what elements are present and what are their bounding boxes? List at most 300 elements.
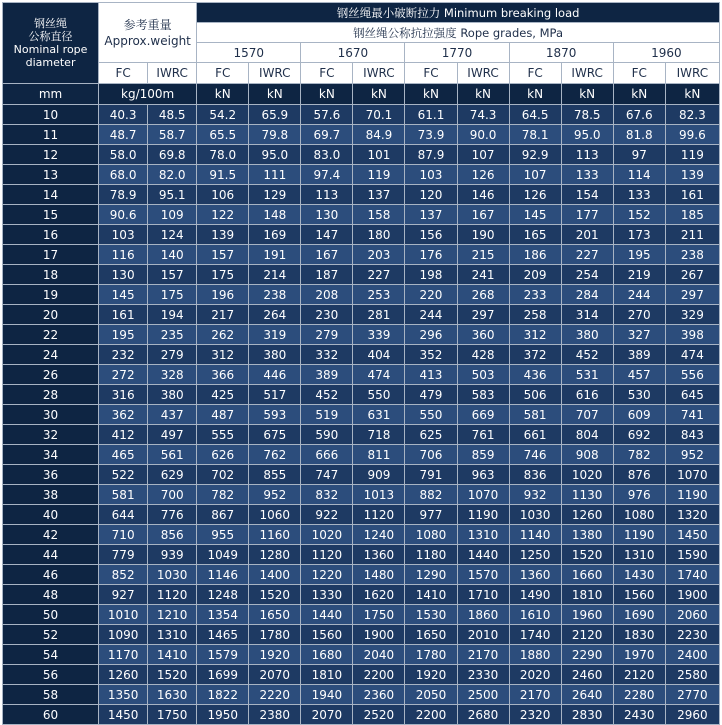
- breaking-load-cell: 1290: [405, 565, 457, 585]
- breaking-load-cell: 1570: [457, 565, 509, 585]
- weight-cell: 194: [148, 305, 197, 325]
- breaking-load-cell: 782: [197, 485, 249, 505]
- table-row: [3, 285, 720, 305]
- breaking-load-cell: 398: [665, 325, 719, 345]
- breaking-load-cell: 531: [561, 365, 613, 385]
- breaking-load-cell: 2060: [665, 605, 719, 625]
- breaking-load-cell: 2050: [405, 685, 457, 705]
- breaking-load-cell: 314: [561, 305, 613, 325]
- weight-cell: 1260: [99, 665, 148, 685]
- breaking-load-cell: 67.6: [613, 105, 665, 125]
- breaking-load-cell: 1780: [249, 625, 301, 645]
- diameter-cell: 18: [3, 265, 99, 285]
- breaking-load-cell: 165: [509, 225, 561, 245]
- breaking-load-cell: 1610: [509, 605, 561, 625]
- breaking-load-cell: 177: [561, 205, 613, 225]
- weight-cell: 581: [99, 485, 148, 505]
- breaking-load-cell: 152: [613, 205, 665, 225]
- breaking-load-cell: 2070: [249, 665, 301, 685]
- breaking-load-cell: 90.0: [457, 125, 509, 145]
- breaking-load-cell: 1354: [197, 605, 249, 625]
- breaking-load-cell: 1060: [249, 505, 301, 525]
- weight-cell: 124: [148, 225, 197, 245]
- diameter-cell: 60: [3, 705, 99, 725]
- breaking-load-cell: 380: [561, 325, 613, 345]
- breaking-load-cell: 284: [561, 285, 613, 305]
- breaking-load-cell: 867: [197, 505, 249, 525]
- breaking-load-cell: 1822: [197, 685, 249, 705]
- weight-label-cn: 参考重量: [123, 17, 172, 32]
- breaking-load-cell: 761: [457, 425, 509, 445]
- diameter-cell: 11: [3, 125, 99, 145]
- breaking-load-cell: 1120: [353, 505, 405, 525]
- diameter-cell: 52: [3, 625, 99, 645]
- breaking-load-cell: 952: [249, 485, 301, 505]
- breaking-load-cell: 129: [249, 185, 301, 205]
- weight-cell: 175: [148, 285, 197, 305]
- breaking-load-cell: 84.9: [353, 125, 405, 145]
- breaking-load-cell: 244: [405, 305, 457, 325]
- breaking-load-cell: 2430: [613, 705, 665, 725]
- breaking-load-cell: 1070: [665, 465, 719, 485]
- breaking-load-cell: 97: [613, 145, 665, 165]
- breaking-load-cell: 1260: [561, 505, 613, 525]
- grade-header: 1770: [405, 43, 509, 63]
- breaking-load-cell: 517: [249, 385, 301, 405]
- breaking-load-cell: 1810: [561, 585, 613, 605]
- breaking-load-cell: 258: [509, 305, 561, 325]
- weight-cell: 465: [99, 445, 148, 465]
- breaking-load-cell: 503: [457, 365, 509, 385]
- breaking-load-cell: 955: [197, 525, 249, 545]
- weight-cell: 1120: [148, 585, 197, 605]
- breaking-load-cell: 2400: [665, 645, 719, 665]
- breaking-load-cell: 1880: [509, 645, 561, 665]
- breaking-load-cell: 87.9: [405, 145, 457, 165]
- breaking-load-cell: 1740: [665, 565, 719, 585]
- breaking-load-cell: 1490: [509, 585, 561, 605]
- core-type-header: IWRC: [249, 63, 301, 84]
- breaking-load-cell: 2070: [301, 705, 353, 725]
- core-type-header: FC: [405, 63, 457, 84]
- table-row: [3, 185, 720, 205]
- breaking-load-cell: 555: [197, 425, 249, 445]
- breaking-load-cell: 61.1: [405, 105, 457, 125]
- breaking-load-cell: 389: [613, 345, 665, 365]
- breaking-load-cell: 675: [249, 425, 301, 445]
- breaking-load-cell: 238: [249, 285, 301, 305]
- breaking-load-cell: 161: [665, 185, 719, 205]
- breaking-load-cell: 1810: [301, 665, 353, 685]
- grade-header: 1960: [613, 43, 719, 63]
- breaking-load-cell: 126: [457, 165, 509, 185]
- weight-cell: 710: [99, 525, 148, 545]
- breaking-load-cell: 327: [613, 325, 665, 345]
- table-row: [3, 645, 720, 665]
- weight-cell: 779: [99, 545, 148, 565]
- breaking-load-cell: 1330: [301, 585, 353, 605]
- diameter-cell: 58: [3, 685, 99, 705]
- weight-cell: 1170: [99, 645, 148, 665]
- breaking-load-cell: 1620: [353, 585, 405, 605]
- diameter-label-line: Nominal rope: [13, 43, 88, 56]
- core-type-header: IWRC: [457, 63, 509, 84]
- breaking-load-cell: 1740: [509, 625, 561, 645]
- breaking-load-cell: 352: [405, 345, 457, 365]
- breaking-load-cell: 372: [509, 345, 561, 365]
- breaking-load-cell: 1080: [613, 505, 665, 525]
- breaking-load-cell: 253: [353, 285, 405, 305]
- weight-cell: 78.9: [99, 185, 148, 205]
- breaking-load-cell: 1410: [405, 585, 457, 605]
- breaking-load-cell: 180: [353, 225, 405, 245]
- diameter-cell: 28: [3, 385, 99, 405]
- breaking-load-cell: 137: [405, 205, 457, 225]
- breaking-load-cell: 95.0: [561, 125, 613, 145]
- table-row: [3, 385, 720, 405]
- breaking-load-cell: 2770: [665, 685, 719, 705]
- breaking-load-cell: 1900: [665, 585, 719, 605]
- breaking-load-cell: 1380: [561, 525, 613, 545]
- core-type-header: IWRC: [148, 63, 197, 84]
- breaking-load-cell: 146: [457, 185, 509, 205]
- table-row: [3, 345, 720, 365]
- weight-cell: 1520: [148, 665, 197, 685]
- breaking-load-cell: 2230: [665, 625, 719, 645]
- breaking-load-cell: 339: [353, 325, 405, 345]
- breaking-load-cell: 54.2: [197, 105, 249, 125]
- breaking-load-cell: 167: [301, 245, 353, 265]
- breaking-load-cell: 1780: [405, 645, 457, 665]
- breaking-load-cell: 1860: [457, 605, 509, 625]
- breaking-load-cell: 976: [613, 485, 665, 505]
- breaking-load-cell: 1590: [665, 545, 719, 565]
- breaking-load-cell: 139: [665, 165, 719, 185]
- weight-cell: 1090: [99, 625, 148, 645]
- weight-label-en: Approx.weight: [104, 33, 191, 48]
- breaking-load-cell: 487: [197, 405, 249, 425]
- breaking-load-cell: 1180: [405, 545, 457, 565]
- breaking-load-cell: 782: [613, 445, 665, 465]
- unit-cell: kN: [197, 84, 249, 105]
- unit-cell: kN: [457, 84, 509, 105]
- breaking-load-cell: 882: [405, 485, 457, 505]
- diameter-cell: 12: [3, 145, 99, 165]
- breaking-load-cell: 707: [561, 405, 613, 425]
- table-row: [3, 205, 720, 225]
- breaking-load-cell: 2200: [353, 665, 405, 685]
- breaking-load-cell: 1280: [249, 545, 301, 565]
- breaking-load-cell: 2170: [509, 685, 561, 705]
- breaking-load-cell: 267: [665, 265, 719, 285]
- breaking-load-cell: 230: [301, 305, 353, 325]
- breaking-load-cell: 1579: [197, 645, 249, 665]
- breaking-load-cell: 922: [301, 505, 353, 525]
- grade-header: 1670: [301, 43, 405, 63]
- breaking-load-cell: 2360: [353, 685, 405, 705]
- breaking-load-cell: 185: [665, 205, 719, 225]
- breaking-load-cell: 158: [353, 205, 405, 225]
- breaking-load-cell: 2380: [249, 705, 301, 725]
- breaking-load-cell: 198: [405, 265, 457, 285]
- weight-cell: 157: [148, 265, 197, 285]
- breaking-load-cell: 474: [665, 345, 719, 365]
- unit-cell: kN: [301, 84, 353, 105]
- weight-cell: 1750: [148, 705, 197, 725]
- weight-cell: 1210: [148, 605, 197, 625]
- breaking-load-cell: 297: [665, 285, 719, 305]
- breaking-load-cell: 120: [405, 185, 457, 205]
- breaking-load-cell: 1650: [249, 605, 301, 625]
- breaking-load-cell: 130: [301, 205, 353, 225]
- breaking-load-cell: 1440: [301, 605, 353, 625]
- weight-cell: 644: [99, 505, 148, 525]
- weight-cell: 927: [99, 585, 148, 605]
- breaking-load-cell: 196: [197, 285, 249, 305]
- table-row: [3, 585, 720, 605]
- breaking-load-cell: 113: [561, 145, 613, 165]
- diameter-cell: 42: [3, 525, 99, 545]
- breaking-load-cell: 1049: [197, 545, 249, 565]
- breaking-load-cell: 425: [197, 385, 249, 405]
- breaking-load-cell: 215: [457, 245, 509, 265]
- breaking-load-cell: 625: [405, 425, 457, 445]
- breaking-load-cell: 380: [249, 345, 301, 365]
- unit-cell: kg/100m: [99, 84, 197, 105]
- diameter-cell: 19: [3, 285, 99, 305]
- breaking-load-cell: 2290: [561, 645, 613, 665]
- breaking-load-cell: 156: [405, 225, 457, 245]
- breaking-load-cell: 908: [561, 445, 613, 465]
- breaking-load-cell: 329: [665, 305, 719, 325]
- breaking-load-cell: 2200: [405, 705, 457, 725]
- table-row: [3, 625, 720, 645]
- breaking-load-cell: 977: [405, 505, 457, 525]
- breaking-load-cell: 70.1: [353, 105, 405, 125]
- breaking-load-cell: 73.9: [405, 125, 457, 145]
- weight-cell: 58.0: [99, 145, 148, 165]
- weight-cell: 109: [148, 205, 197, 225]
- breaking-load-cell: 593: [249, 405, 301, 425]
- weight-cell: 939: [148, 545, 197, 565]
- breaking-load-cell: 281: [353, 305, 405, 325]
- breaking-load-cell: 147: [301, 225, 353, 245]
- breaking-load-cell: 78.1: [509, 125, 561, 145]
- breaking-load-cell: 64.5: [509, 105, 561, 125]
- breaking-load-cell: 1160: [249, 525, 301, 545]
- breaking-load-cell: 843: [665, 425, 719, 445]
- breaking-load-cell: 1120: [301, 545, 353, 565]
- grade-header: 1870: [509, 43, 613, 63]
- diameter-cell: 44: [3, 545, 99, 565]
- table-row: [3, 145, 720, 165]
- breaking-load-cell: 832: [301, 485, 353, 505]
- breaking-load-cell: 65.9: [249, 105, 301, 125]
- breaking-load-cell: 173: [613, 225, 665, 245]
- breaking-load-cell: 1190: [613, 525, 665, 545]
- weight-cell: 629: [148, 465, 197, 485]
- weight-cell: 437: [148, 405, 197, 425]
- diameter-cell: 34: [3, 445, 99, 465]
- breaking-load-cell: 452: [561, 345, 613, 365]
- breaking-load-cell: 932: [509, 485, 561, 505]
- breaking-load-cell: 519: [301, 405, 353, 425]
- breaking-load-cell: 169: [249, 225, 301, 245]
- breaking-load-cell: 550: [353, 385, 405, 405]
- breaking-load-cell: 556: [665, 365, 719, 385]
- breaking-load-cell: 366: [197, 365, 249, 385]
- breaking-load-cell: 1560: [613, 585, 665, 605]
- breaking-load-cell: 1030: [509, 505, 561, 525]
- breaking-load-cell: 1070: [457, 485, 509, 505]
- weight-cell: 68.0: [99, 165, 148, 185]
- weight-cell: 362: [99, 405, 148, 425]
- breaking-load-cell: 952: [665, 445, 719, 465]
- breaking-load-cell: 1920: [405, 665, 457, 685]
- breaking-load-cell: 97.4: [301, 165, 353, 185]
- diameter-cell: 36: [3, 465, 99, 485]
- table-row: [3, 105, 720, 125]
- breaking-load-cell: 616: [561, 385, 613, 405]
- breaking-load-cell: 2500: [457, 685, 509, 705]
- breaking-load-cell: 332: [301, 345, 353, 365]
- breaking-load-cell: 114: [613, 165, 665, 185]
- breaking-load-cell: 175: [197, 265, 249, 285]
- breaking-load-cell: 241: [457, 265, 509, 285]
- weight-cell: 522: [99, 465, 148, 485]
- diameter-cell: 24: [3, 345, 99, 365]
- weight-cell: 856: [148, 525, 197, 545]
- breaking-load-cell: 479: [405, 385, 457, 405]
- unit-cell: kN: [249, 84, 301, 105]
- breaking-load-cell: 1650: [405, 625, 457, 645]
- table-row: [3, 165, 720, 185]
- breaking-load-cell: 279: [301, 325, 353, 345]
- breaking-load-cell: 669: [457, 405, 509, 425]
- breaking-load-cell: 122: [197, 205, 249, 225]
- breaking-load-cell: 1013: [353, 485, 405, 505]
- diameter-cell: 54: [3, 645, 99, 665]
- breaking-load-cell: 2960: [665, 705, 719, 725]
- breaking-load-cell: 413: [405, 365, 457, 385]
- breaking-load-cell: 661: [509, 425, 561, 445]
- diameter-cell: 56: [3, 665, 99, 685]
- breaking-load-cell: 2520: [353, 705, 405, 725]
- breaking-load-cell: 1560: [301, 625, 353, 645]
- table-row: [3, 565, 720, 585]
- breaking-load-cell: 107: [457, 145, 509, 165]
- weight-cell: 852: [99, 565, 148, 585]
- breaking-load-cell: 1680: [301, 645, 353, 665]
- breaking-load-cell: 107: [509, 165, 561, 185]
- breaking-load-cell: 702: [197, 465, 249, 485]
- breaking-load-cell: 154: [561, 185, 613, 205]
- table-row: [3, 525, 720, 545]
- table-row: [3, 425, 720, 445]
- diameter-cell: 13: [3, 165, 99, 185]
- weight-cell: 161: [99, 305, 148, 325]
- breaking-load-cell: 1240: [353, 525, 405, 545]
- breaking-load-cell: 1190: [457, 505, 509, 525]
- breaking-load-cell: 1360: [353, 545, 405, 565]
- breaking-load-cell: 126: [509, 185, 561, 205]
- breaking-load-cell: 1020: [561, 465, 613, 485]
- weight-cell: 1450: [99, 705, 148, 725]
- breaking-load-cell: 254: [561, 265, 613, 285]
- breaking-load-cell: 103: [405, 165, 457, 185]
- breaking-load-cell: 83.0: [301, 145, 353, 165]
- weight-cell: 82.0: [148, 165, 197, 185]
- breaking-load-cell: 1400: [249, 565, 301, 585]
- unit-cell: kN: [353, 84, 405, 105]
- breaking-load-cell: 79.8: [249, 125, 301, 145]
- breaking-load-cell: 101: [353, 145, 405, 165]
- weight-cell: 380: [148, 385, 197, 405]
- breaking-load-cell: 811: [353, 445, 405, 465]
- breaking-load-cell: 219: [613, 265, 665, 285]
- core-type-header: FC: [197, 63, 249, 84]
- diameter-label-line: 钢丝绳: [34, 17, 68, 30]
- breaking-load-cell: 360: [457, 325, 509, 345]
- diameter-cell: 46: [3, 565, 99, 585]
- breaking-load-cell: 145: [509, 205, 561, 225]
- grade-header: 1570: [197, 43, 301, 63]
- breaking-load-cell: 113: [301, 185, 353, 205]
- breaking-load-cell: 506: [509, 385, 561, 405]
- breaking-load-cell: 963: [457, 465, 509, 485]
- breaking-load-cell: 1970: [613, 645, 665, 665]
- table-row: [3, 685, 720, 705]
- unit-cell: kN: [613, 84, 665, 105]
- breaking-load-cell: 186: [509, 245, 561, 265]
- core-type-header: FC: [613, 63, 665, 84]
- breaking-load-cell: 217: [197, 305, 249, 325]
- breaking-load-cell: 718: [353, 425, 405, 445]
- breaking-load-cell: 167: [457, 205, 509, 225]
- breaking-load-cell: 74.3: [457, 105, 509, 125]
- weight-cell: 1310: [148, 625, 197, 645]
- weight-cell: 195: [99, 325, 148, 345]
- breaking-load-cell: 428: [457, 345, 509, 365]
- weight-cell: 1030: [148, 565, 197, 585]
- breaking-load-cell: 69.7: [301, 125, 353, 145]
- breaking-load-cell: 1310: [457, 525, 509, 545]
- weight-cell: 1350: [99, 685, 148, 705]
- breaking-load-cell: 227: [353, 265, 405, 285]
- breaking-load-cell: 452: [301, 385, 353, 405]
- breaking-load-cell: 195: [613, 245, 665, 265]
- breaking-load-cell: 227: [561, 245, 613, 265]
- breaking-load-cell: 590: [301, 425, 353, 445]
- diameter-cell: 14: [3, 185, 99, 205]
- breaking-load-cell: 133: [561, 165, 613, 185]
- diameter-cell: 30: [3, 405, 99, 425]
- table-row: [3, 505, 720, 525]
- units-row: [3, 84, 720, 105]
- breaking-load-cell: 2120: [613, 665, 665, 685]
- weight-cell: 279: [148, 345, 197, 365]
- breaking-load-cell: 1310: [613, 545, 665, 565]
- weight-cell: 40.3: [99, 105, 148, 125]
- weight-cell: 272: [99, 365, 148, 385]
- weight-cell: 90.6: [99, 205, 148, 225]
- breaking-load-cell: 208: [301, 285, 353, 305]
- breaking-load-cell: 119: [665, 145, 719, 165]
- table-row: [3, 705, 720, 725]
- breaking-load-cell: 1699: [197, 665, 249, 685]
- breaking-load-cell: 176: [405, 245, 457, 265]
- breaking-load-cell: 1900: [353, 625, 405, 645]
